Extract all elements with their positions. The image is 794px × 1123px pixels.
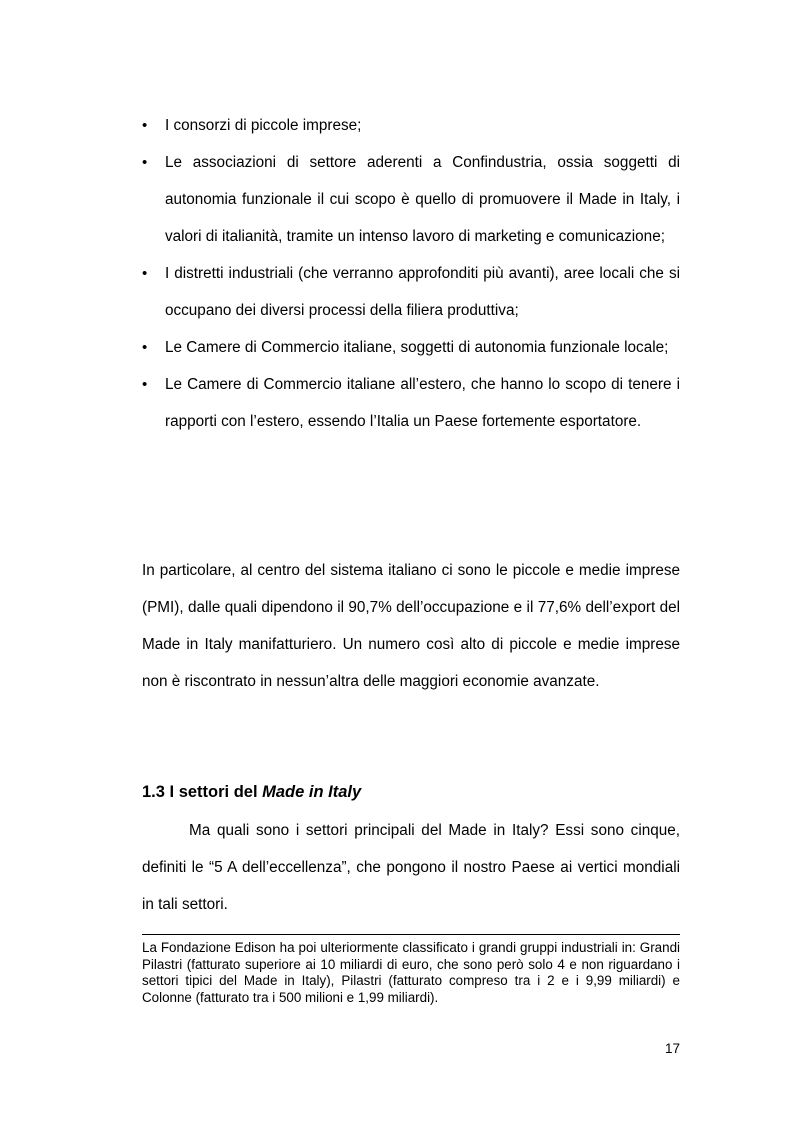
section-heading [142,780,361,804]
bullet-dot-icon: • [142,376,148,393]
bullet-item-consorzi [142,107,680,144]
section-heading-italic: Made in Italy [262,783,362,801]
paragraph-settori: Ma quali sono i settori principali del Made in Italy? Essi sono cinque, definiti le “5 A dell’eccellenza”, che pongono il nostro Paese ai vertici mondiali in tali settori. [142,822,680,913]
bullet-text: Le Camere di Commercio italiane all’estero, che hanno lo scopo di tenere i rapporti con l’estero, essendo l’Italia un Paese fortemente esportatore. [165,376,680,430]
bullet-text: Le Camere di Commercio italiane, soggetti di autonomia funzionale locale; [165,339,669,356]
bullet-dot-icon: • [142,117,148,134]
bullet-dot-icon: • [142,339,148,356]
bullet-list [142,107,680,440]
paragraph-pmi: In particolare, al centro del sistema italiano ci sono le piccole e medie imprese (PMI), dalle quali dipendono il 90,7% dell’occupazione e il 77,6% dell’export del Made in Italy manifatturiero. Un numero così alto di piccole e medie imprese non è riscontrato in nessun’altra delle maggiori economie avanzate. [142,562,680,690]
bullet-text: I consorzi di piccole imprese; [165,117,362,134]
bullet-item-camere-commercio [142,329,680,366]
bullet-item-distretti [142,255,680,329]
bullet-item-camere-estero [142,366,680,440]
page-number: 17 [664,1041,680,1056]
bullet-text: I distretti industriali (che verranno approfonditi più avanti), aree locali che si occupano dei diversi processi della filiera produttiva; [165,265,680,319]
section-heading-number: 1.3 I settori del [142,783,263,801]
bullet-dot-icon: • [142,154,148,171]
footnote: La Fondazione Edison ha poi ulteriormente classificato i grandi gruppi industriali in: Grandi Pilastri (fatturato superiore ai 10 miliardi di euro, che sono però solo 4 e non riguardano i settori tipici del Made in Italy), Pilastri (fatturato compreso tra i 2 e i 9,99 miliardi) e Colonne (fatturato tra i 500 milioni e 1,99 miliardi). [142,940,680,1005]
bullet-dot-icon: • [142,265,148,282]
bullet-item-associazioni [142,144,680,255]
bullet-text: Le associazioni di settore aderenti a Confindustria, ossia soggetti di autonomia funzionale il cui scopo è quello di promuovere il Made in Italy, i valori di italianità, tramite un intenso lavoro di marketing e comunicazione; [165,154,680,245]
footnote-divider [142,934,680,935]
